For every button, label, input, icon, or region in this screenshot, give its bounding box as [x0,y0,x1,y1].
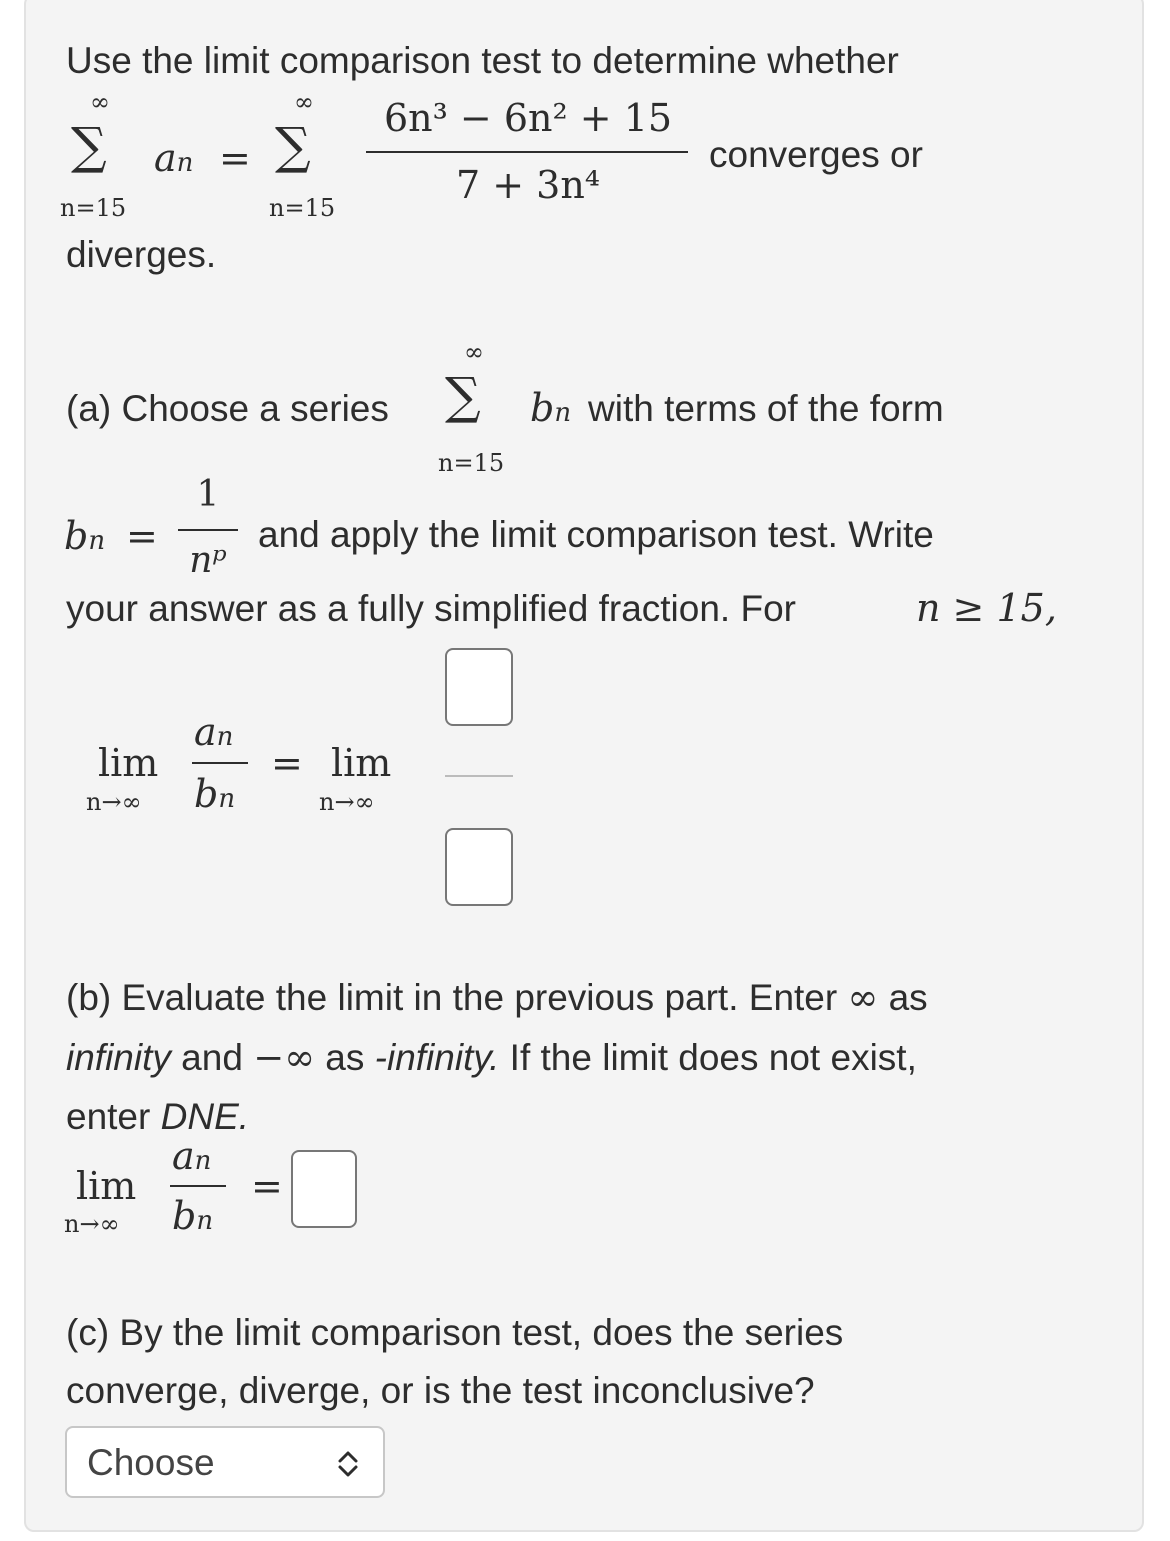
part-b-line1 [66,976,928,1019]
b-n-denominator: bn [194,772,236,816]
dne-clause: If the limit does not exist, [509,1037,917,1078]
denominator-input[interactable] [445,828,513,906]
a-n-numerator: an [194,710,234,754]
sum-lower-limit: n=15 [438,449,505,477]
input-fraction-bar [445,775,513,777]
sum-symbol: ∑ [445,367,481,425]
equals-sign: = [219,136,251,180]
infinity-symbol: ∞ [847,976,879,1019]
fraction-numerator: 6n³ − 6n² + 15 [383,96,673,140]
one-numerator: 1 [196,474,220,515]
sum-symbol: ∑ [275,117,311,175]
equals-sign: = [251,1164,283,1208]
fraction-bar [170,1185,226,1187]
diverges-text: diverges. [66,234,217,275]
a-n-term: an [154,136,194,180]
equals-sign: = [126,514,158,558]
enter-text: enter [66,1096,151,1137]
converges-or-text: converges or [709,134,923,175]
part-a-lead: (a) Choose a series [66,388,389,429]
equals-sign: = [271,741,303,785]
b-n-term: bn [530,386,572,430]
numerator-input[interactable] [445,648,513,726]
fraction-bar [366,151,688,153]
question-intro: Use the limit comparison test to determine whether [66,40,899,81]
limit-value-input[interactable] [291,1150,357,1228]
fraction-denominator: 7 + 3n⁴ [455,163,601,207]
with-terms-text: with terms of the form [588,388,944,429]
part-b-line3 [66,1096,249,1138]
neg-infinity-symbol: −∞ [253,1036,316,1079]
n-condition: n ≥ 15, [916,586,1057,630]
question-card [24,0,1144,1532]
dne-text: DNE. [160,1096,250,1137]
sum-symbol: ∑ [71,117,107,175]
conclusion-select[interactable] [65,1426,385,1498]
part-b-line1-text: (b) Evaluate the limit in the previous part. Enter [66,977,838,1018]
sum-upper-limit: ∞ [464,338,484,366]
b-n-term: bn [64,514,106,558]
a-n-numerator: an [172,1134,212,1178]
lim-subscript: n→∞ [64,1210,120,1238]
lim-label: lim [331,741,392,785]
b-n-denominator: bn [172,1194,214,1238]
select-value: Choose [87,1442,215,1483]
part-c-line2: converge, diverge, or is the test inconclusive? [66,1370,815,1411]
lim-label: lim [76,1164,137,1208]
sum-lower-limit: n=15 [60,194,127,222]
part-b-line2 [66,1036,917,1079]
sum-lower-limit: n=15 [269,194,336,222]
part-c-line1: (c) By the limit comparison test, does the series [66,1312,844,1353]
part-a-line2: your answer as a fully simplified fraction. For [66,588,796,629]
n-power-p: nᵖ [189,540,227,581]
chevron-up-down-icon [335,1448,361,1480]
infinity-word: infinity [66,1037,171,1078]
neg-infinity-word: -infinity. [374,1037,500,1078]
lim-label: lim [98,741,159,785]
sum-upper-limit: ∞ [294,88,314,116]
as-text: as [888,977,928,1018]
apply-text: and apply the limit comparison test. Write [258,514,934,555]
and-text: and [181,1037,243,1078]
fraction-bar [178,529,238,531]
lim-subscript: n→∞ [86,788,142,816]
sum-upper-limit: ∞ [90,88,110,116]
fraction-bar [192,762,248,764]
lim-subscript: n→∞ [319,788,375,816]
as-text: as [325,1037,365,1078]
